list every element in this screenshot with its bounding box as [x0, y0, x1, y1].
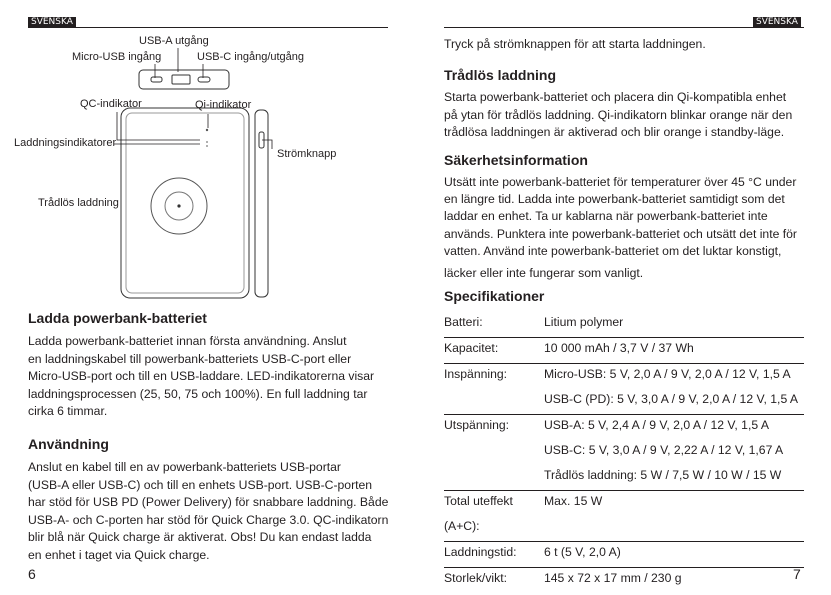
usage-paragraph: Anslut en kabel till en av powerbank-batteriets USB-portar (USB-A eller USB-C) och till en enhets USB-port. USB-C-porten har stöd för USB PD (Power Delivery) för snabbare laddning. Både USB-A- och C-porten har stöd för Quick Charge 3.0. QC-indikatorn blir blå när Quick charge är aktiverat. Obs! Du kan endast ladda en enhet i taget via Quick charge.: [28, 460, 389, 562]
spec-row-battery: Batteri: Litium polymer: [444, 312, 804, 338]
spec-row-charge-time: Laddningstid: 6 t (5 V, 2,0 A): [444, 542, 804, 568]
powerbank-body: [121, 108, 249, 298]
micro-usb-port: [151, 77, 162, 82]
page-number-right: 7: [793, 566, 801, 582]
usb-a-port: [172, 75, 190, 84]
spec-row-input: Inspänning: Micro-USB: 5 V, 2,0 A / 9 V, 2,0 A / 12 V, 1,5 A USB-C (PD): 5 V, 3,0 A / 9 V, 2,0 A / 12 V, 1,5 A: [444, 364, 804, 415]
safety-paragraph: Utsätt inte powerbank-batteriet för temperaturer över 45 °C under en längre tid. Ladda inte powerbank-batteriet samtidigt som det laddar en enhet. Ta ur kablarna när powerbank-batteriet inte används. Punktera inte powerbank-batteriet och utsätt det inte för vatten. Använd inte powerbank-batteriet om det luktar konstigt, läcker eller inte fungerar som vanligt.: [444, 175, 797, 281]
label-usb-a: USB-A utgång: [139, 35, 209, 47]
label-micro-usb: Micro-USB ingång: [72, 51, 162, 63]
spec-row-output: Utspänning: USB-A: 5 V, 2,4 A / 9 V, 2,0 A / 12 V, 1,5 A USB-C: 5 V, 3,0 A / 9 V, 2,22 A / 12 V, 1,67 A Trådlös laddning: 5 W / 7,5 W / 10 W / 15 W: [444, 415, 804, 491]
safety-heading: Säkerhetsinformation: [444, 152, 588, 168]
usb-c-port: [198, 77, 210, 82]
intro-text: Tryck på strömknappen för att starta laddningen.: [444, 37, 706, 51]
label-power-button: Strömknapp: [277, 148, 337, 160]
language-tag-right: SVENSKA: [753, 17, 801, 28]
qi-led: [206, 129, 208, 131]
wireless-paragraph: Starta powerbank-batteriet och placera din Qi-kompatibla enhet på ytan för trådlös laddning. Qi-indikatorn blinkar orange när den trådlösa laddningen är aktiverad och blir orange i standby-läge.: [444, 90, 793, 139]
powerbank-side: [255, 110, 268, 297]
spec-row-total-output: Total uteffekt (A+C): Max. 15 W: [444, 491, 804, 542]
spec-row-size: Storlek/vikt: 145 x 72 x 17 mm / 230 g: [444, 571, 682, 585]
charge-led-1: [206, 141, 208, 143]
language-tag-left: SVENSKA: [28, 17, 76, 28]
spec-row-capacity: Kapacitet: 10 000 mAh / 3,7 V / 37 Wh: [444, 338, 804, 364]
wireless-heading: Trådlös laddning: [444, 67, 557, 83]
leader-qc: [117, 112, 200, 140]
label-charge-indicators: Laddningsindikatorer: [14, 137, 117, 149]
specs-heading: Specifikationer: [444, 288, 545, 304]
charge-led-2: [206, 145, 208, 147]
label-qc-indicator: QC-indikator: [80, 98, 142, 110]
page-number-left: 6: [28, 566, 36, 582]
charge-heading: Ladda powerbank-batteriet: [28, 310, 207, 326]
charge-paragraph: Ladda powerbank-batteriet innan första användning. Anslut en laddningskabel till powerbank-batteriets USB-C-port eller Micro-USB-port och till en USB-laddare. LED-indikatorerna visar laddningsprocessen (25, 50, 75 och 100%). En full laddning tar cirka 6 timmar.: [28, 334, 375, 418]
specs-table: [444, 312, 804, 593]
label-wireless-charging: Trådlös laddning: [38, 197, 119, 209]
port-strip: [139, 70, 229, 89]
usage-heading: Användning: [28, 436, 109, 452]
label-qi-indicator: Qi-indikator: [195, 99, 252, 111]
label-usb-c: USB-C ingång/utgång: [197, 51, 305, 63]
wireless-center-dot: [177, 204, 180, 207]
